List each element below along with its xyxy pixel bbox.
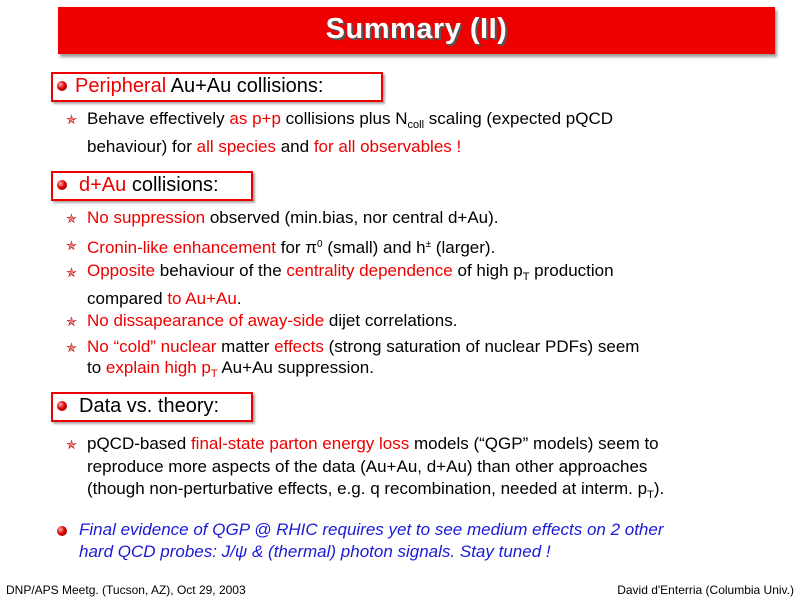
star-bullet-icon: ✯ [66, 211, 77, 226]
theory-bullet-line2: reproduce more aspects of the data (Au+Au, d+Au) than other approaches [87, 457, 648, 476]
star-bullet-icon: ✯ [66, 112, 77, 127]
theory-bullet-line1: pQCD-based final-state parton energy loss models (“QGP” models) seem to [87, 434, 659, 453]
star-bullet-icon: ✯ [66, 437, 77, 452]
dau-bullet-4: No dissapearance of away-side dijet correlations. [87, 311, 458, 330]
star-bullet-icon: ✯ [66, 238, 77, 253]
dau-bullet-1: No suppression observed (min.bias, nor central d+Au). [87, 208, 499, 227]
dau-bullet-3-line1: Opposite behaviour of the centrality dependence of high $p_T$ production [87, 261, 614, 283]
section-theory-label: Data vs. theory: [79, 395, 220, 417]
section-peripheral-label: Peripheral Au+Au collisions: [75, 75, 324, 97]
theory-bullet-line3: (though non-perturbative effects, e.g. q recombination, needed at interm. $p_T$). [87, 479, 665, 501]
star-bullet-icon: ✯ [66, 265, 77, 280]
footer-right: David d'Enterria (Columbia Univ.) [617, 583, 794, 597]
bullet-ball-icon [57, 401, 67, 411]
dau-bullet-3-line2: compared to Au+Au. [87, 289, 242, 308]
section-dau-label: d+Au collisions: [79, 174, 219, 196]
conclusion-line2: hard QCD probes: J/ψ & (thermal) photon signals. Stay tuned ! [79, 542, 551, 561]
bullet-ball-icon [57, 81, 67, 91]
footer-left: DNP/APS Meetg. (Tucson, AZ), Oct 29, 2003 [6, 583, 246, 597]
bullet-ball-icon [57, 180, 67, 190]
star-bullet-icon: ✯ [66, 340, 77, 355]
slide-title: Summary (II) [325, 13, 508, 45]
peripheral-bullet-line1: Behave effectively as p+p collisions plus $N_{coll}$ scaling (expected pQCD [87, 109, 614, 131]
conclusion-line1: Final evidence of QGP @ RHIC requires yet to see medium effects on 2 other [79, 520, 664, 539]
dau-bullet-5-line2: to explain high $p_T$ Au+Au suppression. [87, 358, 374, 380]
dau-bullet-5-line1: No “cold” nuclear matter effects (strong saturation of nuclear PDFs) seem [87, 337, 640, 356]
title-banner [58, 7, 775, 54]
peripheral-bullet-line2: behaviour) for all species and for all observables ! [87, 137, 462, 156]
star-bullet-icon: ✯ [66, 314, 77, 329]
bullet-ball-icon [57, 526, 67, 536]
dau-bullet-2: Cronin-like enhancement for $\pi^0$ (small) and h± (larger). [87, 238, 496, 257]
